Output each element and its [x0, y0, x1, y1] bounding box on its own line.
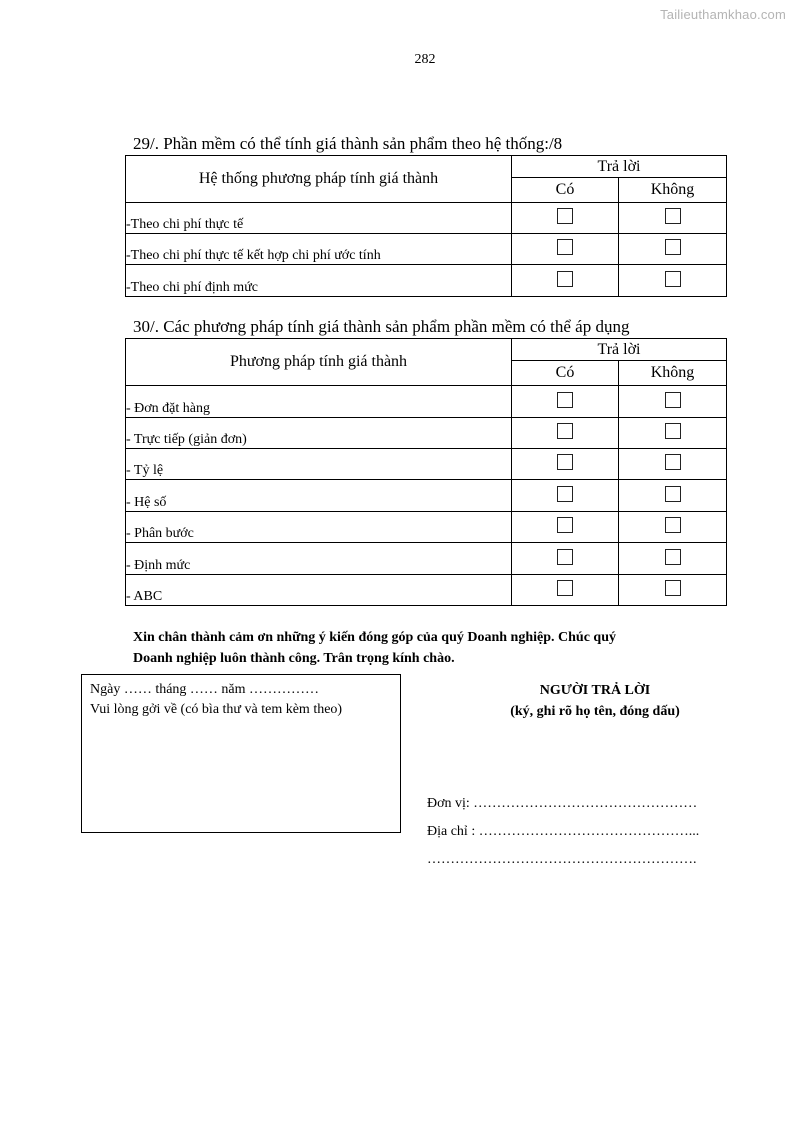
- q30-row-label: - Trực tiếp (giản đơn): [126, 418, 512, 449]
- table-row: [126, 543, 727, 575]
- q30-row-label: - Đơn đặt hàng: [126, 386, 512, 418]
- watermark: Tailieuthamkhao.com: [660, 7, 786, 22]
- yes-checkbox[interactable]: [557, 517, 573, 533]
- table-row: [126, 575, 727, 606]
- q30-method-header: Phương pháp tính giá thành: [126, 339, 512, 386]
- q30-row-label: - Tỷ lệ: [126, 449, 512, 480]
- table-row: [126, 234, 727, 265]
- q29-answer-header: Trả lời: [512, 156, 727, 178]
- question-30-table: [125, 338, 727, 606]
- table-row: [126, 265, 727, 297]
- no-checkbox[interactable]: [665, 392, 681, 408]
- question-30-title: 30/. Các phương pháp tính giá thành sản phẩm phần mềm có thể áp dụng: [133, 317, 630, 336]
- q30-yes-header: Có: [512, 361, 619, 386]
- table-row: [126, 418, 727, 449]
- thank-you-line-1: Xin chân thành cảm ơn những ý kiến đóng góp của quý Doanh nghiệp. Chúc quý: [133, 630, 616, 645]
- no-checkbox[interactable]: [665, 271, 681, 287]
- q30-row-label: - ABC: [126, 575, 512, 606]
- q29-method-header: Hệ thống phương pháp tính giá thành: [126, 156, 512, 203]
- respondent-subtitle: (ký, ghi rõ họ tên, đóng dấu): [510, 704, 680, 719]
- no-checkbox[interactable]: [665, 423, 681, 439]
- q29-no-header: Không: [619, 178, 727, 203]
- respondent-block: [425, 680, 765, 722]
- q30-no-header: Không: [619, 361, 727, 386]
- yes-checkbox[interactable]: [557, 580, 573, 596]
- q29-row-label: -Theo chi phí thực tế kết hợp chi phí ước tính: [126, 234, 512, 265]
- table-row: [126, 512, 727, 543]
- table-row: [126, 480, 727, 512]
- respondent-title: NGƯỜI TRẢ LỜI: [539, 683, 651, 698]
- no-checkbox[interactable]: [665, 239, 681, 255]
- yes-checkbox[interactable]: [557, 486, 573, 502]
- address-field[interactable]: Địa chỉ : ………………………………………...: [427, 824, 700, 839]
- q30-row-label: - Định mức: [126, 543, 512, 575]
- address-extra-field[interactable]: ………………………………………………….: [427, 852, 697, 867]
- no-checkbox[interactable]: [665, 549, 681, 565]
- no-checkbox[interactable]: [665, 517, 681, 533]
- yes-checkbox[interactable]: [557, 423, 573, 439]
- table-row: [126, 203, 727, 234]
- q29-row-label: -Theo chi phí định mức: [126, 265, 512, 297]
- yes-checkbox[interactable]: [557, 208, 573, 224]
- thank-you-note: [133, 627, 713, 669]
- q29-row-label: -Theo chi phí thực tế: [126, 203, 512, 234]
- page-number: 282: [414, 52, 436, 67]
- yes-checkbox[interactable]: [557, 549, 573, 565]
- date-line: Ngày …… tháng …… năm ……………: [90, 682, 320, 697]
- q30-answer-header: Trả lời: [512, 339, 727, 361]
- thank-you-line-2: Doanh nghiệp luôn thành công. Trân trọng kính chào.: [133, 651, 455, 666]
- q30-row-label: - Phân bước: [126, 512, 512, 543]
- yes-checkbox[interactable]: [557, 392, 573, 408]
- return-instruction: Vui lòng gởi về (có bìa thư và tem kèm theo): [90, 702, 343, 717]
- q29-yes-header: Có: [512, 178, 619, 203]
- return-info-box: [81, 674, 401, 833]
- table-row: [126, 449, 727, 480]
- yes-checkbox[interactable]: [557, 239, 573, 255]
- unit-field[interactable]: Đơn vị: …………………………………………: [427, 796, 698, 811]
- yes-checkbox[interactable]: [557, 454, 573, 470]
- no-checkbox[interactable]: [665, 208, 681, 224]
- no-checkbox[interactable]: [665, 486, 681, 502]
- no-checkbox[interactable]: [665, 454, 681, 470]
- no-checkbox[interactable]: [665, 580, 681, 596]
- yes-checkbox[interactable]: [557, 271, 573, 287]
- question-29-title: 29/. Phần mềm có thể tính giá thành sản phẩm theo hệ thống:/8: [133, 134, 563, 153]
- q30-row-label: - Hệ số: [126, 480, 512, 512]
- question-29-table: [125, 155, 727, 297]
- table-row: [126, 386, 727, 418]
